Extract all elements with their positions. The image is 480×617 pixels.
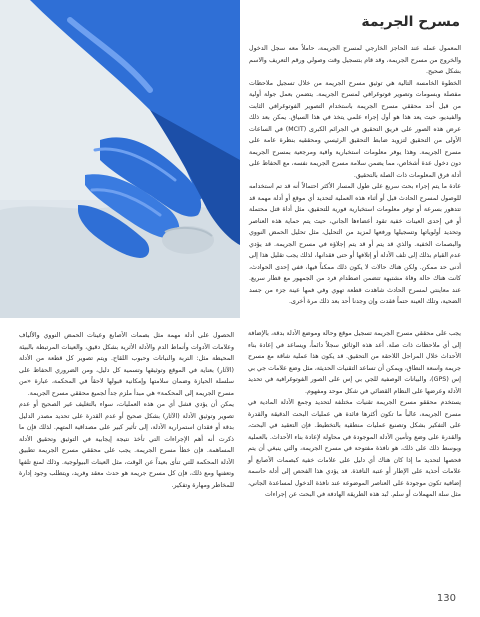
paragraph: الخطوة الخامسة التالية هي توثيق مسرح الجريمة من خلال تسجيل ملاحظات مفصلة وبسومات وتصوير فوتوغرافي لمسرح الجريمة. يتضمن بعمل جولة أولية من قبل أحد محققي مسرح الجريمة باستخدام التصوير الفوتوغرافي الثابت والفيديو، حيث يعد هذا هو أول إجراء علمي يتخذ في هذا السياق. يمكن بعد ذلك عرض هذه الصور على فريق التحقيق في الجرائم الكبرى (MCIT) في الساعات الأولى من التحقيق لتزويد ضابط التحقيق الرئيسي ومحققيه بنظرة عامة على مسرح الجريمة. وهذا يوفر معلومات استخبارية وافية ومرجعية بمسرح الجريمة دون دخول عدة أشخاص، مما يضمن سلامة مسرح الجريمة نفسه، مع الحفاظ على أدلة فرق المعلومات ذات الصلة بالتحقيق. [249,79,461,179]
paragraph: يمكن أن يؤدي فشل أي من هذه العمليات، سواء بالتغليف غير الصحيح أو عدم تصوير وتوثيق الأدلة (الآثار) بشكل صحيح أو عدم القدرة على تحديد مصدر الدليل بدقة أو فقدان استمرارية الأدلة، إلى تأثير كبير على مصداقية المتهم. لذلك فإن ما ذكرت أنه أهم الإجراءات التي تأخذ نتيجة إيجابية في التوثيق وتحقيق الأدلة المساهمة. فإن خطأ مسرح الجريمة. يجب على محققي مسرح الجريمة تطبيق الأدلة المحكمة للتي تنأى بعيداً عن الوقت، مثل العينات البيولوجية. وذلك لمنع تلفها وتعفنها ومع ذلك، فإن كل مسرح جريمة هو حدث معقد وفريد، ويتطلب وجود إدارة للمخاطر ومهارة وتفكير. [19,401,234,489]
gloved-hand-photo [0,0,240,318]
page-number: 130 [436,593,456,604]
article-column-right-bottom [248,328,461,501]
article-column-left [19,330,234,491]
paragraph: المعمول عمله عند الحاجز الخارجي لمسرح الجريمة، حاملاً معه سجل الدخول والخروج من مسرح الجريمة، وقد قام بتسجيل وقت وصولي ورقم التعريف والاسم بشكل صحيح. [249,45,461,75]
gloved-hand-evidence-icon [0,0,240,318]
paragraph: يستخدم محققو مسرح الجريمة تقنيات مختلفة لتحديد وجمع الأدلة المادية في مسرح الجريمة، غالباً ما تكون أكثرها فائدة هي عمليات البحث الدقيقة والقدرة على التفكير بشكل وتصنيع عمليات منطقية بالتخطيط. فإن التعقيد في البحث، والقدرة على وضع وتأمين الأدلة الموجودة في محاولة لإعادة بناء الأحداث. بالعملية وبوسط ذلك على ذلك، هو نافذة مفتوحة في مسرح الجريمة، والتي ينبغي أن يتم فحصها لتحديد ما إذا كان هناك أي دليل على علامات خفية كبصمات الأصابع أو علامات أحذية على الإطار أو عتبة النافذة. قد يؤدي هذا الفحص إلى أدلة حاسمة إضافية تكون موجودة على العناصر الموضوعة عند نافذة الدخول لمساعدة الجاني، مثل سلة المهملات أو سلم. تُبد هذه الطريقة الهادفة في البحث عن إجراءات [248,399,461,498]
page-title: مسرح الجريمة [361,14,460,30]
article-column-right-top [249,43,461,308]
paragraph: الحصول على أدلة مهمة مثل بصمات الأصابع وعينات الحمض النووي والألياف وعلامات الأدوات وأنماط الدم والأدلة الأثرية بشكل دقيق، والعينات المرتبطة بالبيئة المحيطة مثل: التربة والنباتات وحبوب اللقاح. ويتم تصوير كل قطعة من الأدلة (الآثار) بعناية في الموقع وتوثيقها وتسمية كل دليل، ومن الضروري الحفاظ على سلسلة الحيازة وضمان سلامتها وإمكانية قبولها لاحقاً في المحكمة، عبارة «من مسرح الجريمة إلى المحكمة» هي مبدأ ملزم جداً لجميع محققي مسرح الجريمة. [19,332,234,397]
paragraph: عادة ما يتم إجراء بحث سريع على طول المسار الأكثر احتمالاً أنه قد تم استخدامه للوصول لمسرح الحادث قبل أو أثناء هذه العملية لتحديد أي موقع أو أدلة مهمة قد تتدهور بسرعة أو توفر معلومات استخبارية فورية للتحقيق، مثل أداة قتل محتملة أو في إحدى العينات خفية تقود أعضاءها الجاني، حيث يتم حماية هذه العناصر وتحديد أولوياتها وتسجيلها ورفعها لمزيد من التحليل، مثل تحليل الحمض النووي والبصمات الخفية. والذي قد يتم أو قد يتم إجلاؤه في مسرح الجريمة. قد يؤدي عدم القيام بذلك إلى تلف الأدلة أو إتلافها أو حتى فقدانها، لذلك يجب تقليل هذا إلى أدنى حد ممكن. ولكن هناك حالات لا يكون ذلك ممكناً فيها، ففي إحدى الحوادث، كانت هناك حالة وفاة مشتبهة تتضمن اصطدام فرد من الجمهور مع قطار سريع. عند معاينتي لمسرح الحادث شاهدت قطعة تهوي وفي فمها عينة جزء من جسد الضحية، وتلك العينة حتماً فقدت وإن وجدنا أحد بعد ذلك مرة أخرى. [249,183,461,305]
paragraph: يجب على محققي مسرح الجريمة تسجيل موقع وحالة وموضع الأدلة بدقة، بالإضافة إلى أي ملاحظات ذات صلة. أعد هذه الوثائق سجلاً دائماً، ويساعد في إعادة بناء الأحداث خلال المراحل اللاحقة من التحقيق. قد يكون هذا عملية شاقة مع مسرح جريمة واسعة النطاق، ويمكن أن تساعد التقنيات الحديثة، مثل وضع علامات جي بي إس (GPS)، والبيانات الوصفية للجي بي إس على الصور الفوتوغرافية في تحديد الأدلة وعرضها على النظام القضائي في شكل موحد ومفهوم. [248,330,461,395]
